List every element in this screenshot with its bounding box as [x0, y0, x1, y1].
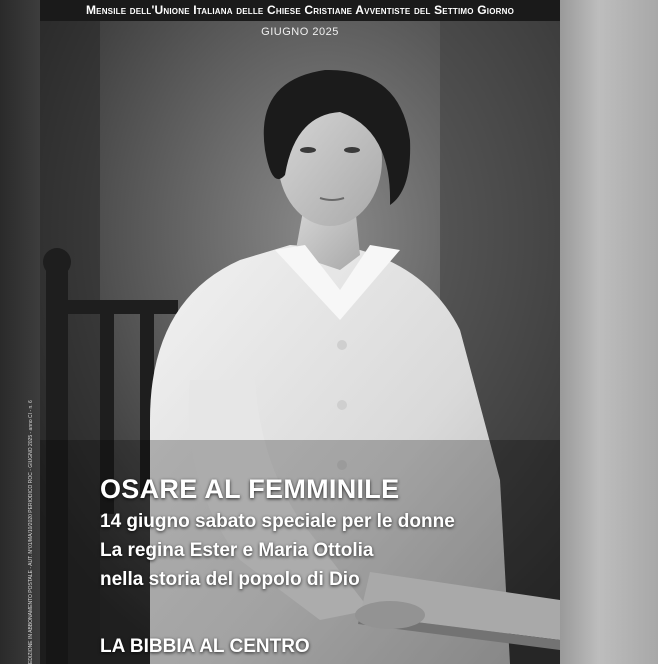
spine-postal-text: EDIZIONE IN ABBONAMENTO POSTALE - AUT. N°01/MA/10/2020 PERIODICO ROC - GIUGNO 2025 - anno CI - n. 6 — [28, 400, 34, 664]
magazine-cover — [40, 0, 560, 664]
masthead-title: Mensile dell'Unione Italiana delle Chiese Cristiane Avventiste del Settimo Giorno — [40, 0, 560, 21]
cover-headline: OSARE AL FEMMINILE — [100, 474, 400, 504]
cover-photo — [40, 0, 560, 664]
cover-subline: 14 giugno sabato speciale per le donne — [100, 511, 455, 532]
page-right-background — [560, 0, 658, 664]
cover-subline: La regina Ester e Maria Ottolia — [100, 540, 374, 561]
page-left-edge — [0, 0, 40, 664]
cover-subline: nella storia del popolo di Dio — [100, 569, 360, 590]
section-title: LA BIBBIA AL CENTRO — [100, 636, 310, 657]
issue-date: GIUGNO 2025 — [261, 26, 339, 38]
